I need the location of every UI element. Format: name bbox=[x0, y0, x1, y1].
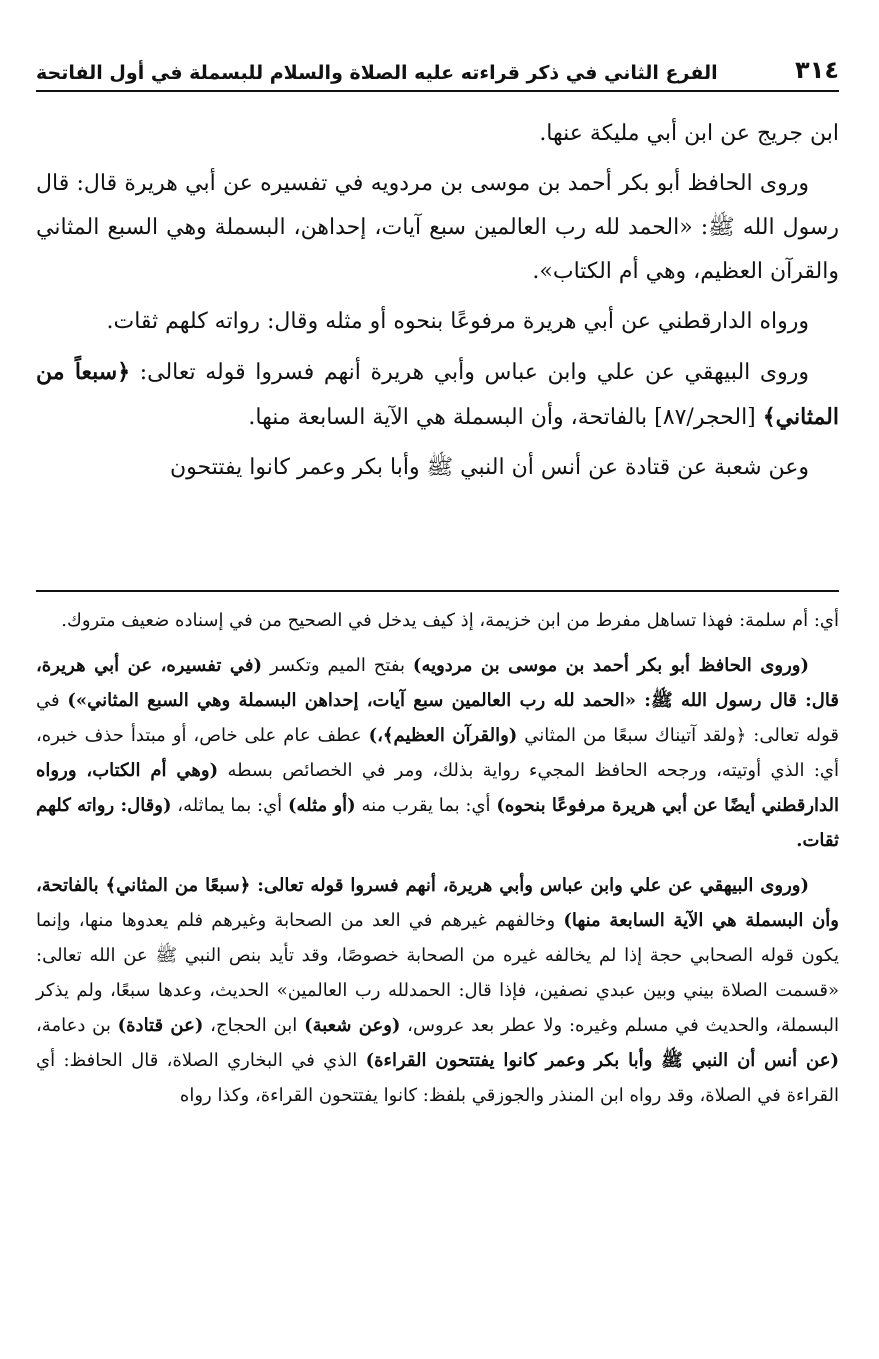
quoted-text: (وروى البيهقي عن علي وابن عباس وأبي هريرة، أنهم فسروا قوله تعالى: ﴿سبعًا من المثاني﴾ بالفاتحة، وأن البسملة هي الآية السابعة منها) bbox=[36, 875, 839, 931]
commentary-text: في قوله تعالى: ﴿ولقد آتيناك سبعًا من المثاني bbox=[36, 690, 840, 746]
commentary-paragraph-2 bbox=[36, 648, 839, 858]
commentary-text: ابن الحجاج، bbox=[203, 1015, 305, 1036]
quoted-text: (عن أنس أن النبي ﷺ وأبا بكر وعمر كانوا يفتتحون القراءة) bbox=[365, 1050, 839, 1071]
commentary-text: بفتح الميم وتكسر bbox=[261, 655, 413, 676]
page-number: ٣١٤ bbox=[795, 56, 839, 84]
commentary-text: أي: بما يماثله، bbox=[171, 795, 288, 816]
quoted-text: (أو مثله) bbox=[287, 795, 356, 816]
main-paragraph-2: وروى الحافظ أبو بكر أحمد بن موسى بن مردويه في تفسيره عن أبي هريرة قال: قال رسول الله ﷺ: «الحمد لله رب العالمين سبع آيات، إحداهن، البسملة وهي السبع المثاني والقرآن العظيم، وهي أم الكتاب». bbox=[36, 171, 839, 284]
main-paragraph-4-rest: [الحجر/٨٧] بالفاتحة، وأن البسملة هي الآية السابعة منها. bbox=[248, 405, 756, 430]
main-paragraph-5: وعن شعبة عن قتادة عن أنس أن النبي ﷺ وأبا بكر وعمر كانوا يفتتحون bbox=[170, 455, 809, 480]
quoted-text: (والقرآن العظيم﴾،) bbox=[368, 725, 518, 746]
main-text bbox=[36, 112, 839, 496]
page-header bbox=[36, 48, 839, 92]
quoted-text: (عن قتادة) bbox=[117, 1015, 204, 1036]
commentary-text: الذي في البخاري الصلاة، قال الحافظ: أي القراءة في الصلاة، وقد رواه ابن المنذر والجوزقي بلفظ: كانوا يفتتحون القراءة، وكذا رواه bbox=[36, 1050, 839, 1106]
commentary-text: بن دعامة، bbox=[36, 1015, 118, 1036]
commentary-text: عطف عام على خاص، أو مبتدأ حذف خبره، أي: الذي أوتيته، ورجحه الحافظ المجيء رواية بذلك، ومر في الخصائص بسطه bbox=[36, 725, 839, 781]
commentary-paragraph-3 bbox=[36, 868, 839, 1113]
running-title: الفرع الثاني في ذكر قراءته عليه الصلاة والسلام للبسملة في أول الفاتحة bbox=[36, 62, 718, 84]
main-paragraph-3: ورواه الدارقطني عن أبي هريرة مرفوعًا بنحوه أو مثله وقال: رواته كلهم ثقات. bbox=[106, 309, 809, 334]
quoted-text: (وعن شعبة) bbox=[304, 1015, 401, 1036]
commentary bbox=[36, 603, 839, 1123]
quran-quote: ﴿سبعاً من المثاني﴾ bbox=[36, 359, 839, 430]
quoted-text: (وروى الحافظ أبو بكر أحمد بن موسى بن مردويه) bbox=[412, 655, 809, 676]
main-paragraph-4-text: وروى البيهقي عن علي وابن عباس وأبي هريرة أنهم فسروا قوله تعالى: bbox=[139, 360, 809, 385]
quoted-text: (وهي أم الكتاب، ورواه الدارقطني أيضًا عن أبي هريرة مرفوعًا بنحوه) bbox=[36, 760, 839, 816]
commentary-text: أي: بما يقرب منه bbox=[355, 795, 497, 816]
quoted-text: (وقال: رواته كلهم ثقات. bbox=[36, 795, 839, 851]
footnote-divider bbox=[36, 590, 839, 592]
main-paragraph-1: ابن جريج عن ابن أبي مليكة عنها. bbox=[539, 121, 839, 146]
commentary-text: وخالفهم غيرهم في العد من الصحابة وغيرهم فلم يعدوها منها، وإنما يكون قوله الصحابي حجة إذا لم يخالفه غيره من الصحابة خصوصًا، وقد تأيد بنص النبي ﷺ عن الله تعالى: «قسمت الصلاة بيني وبين عبدي نصفين، فإذا قال: الحمدلله رب العالمين» الحديث، وعدها سبعًا، ولم يذكر البسملة، والحديث في مسلم وغيره: ولا عطر بعد عروس، bbox=[36, 910, 839, 1036]
commentary-paragraph-1: أي: أم سلمة: فهذا تساهل مفرط من ابن خزيمة، إذ كيف يدخل في الصحيح من في إسناده ضعيف متروك. bbox=[61, 610, 839, 631]
quoted-text: (في تفسيره، عن أبي هريرة، قال: قال رسول الله ﷺ: «الحمد لله رب العالمين سبع آيات، إحداهن البسملة وهي السبع المثاني») bbox=[36, 655, 839, 711]
main-paragraph-4 bbox=[36, 350, 839, 440]
